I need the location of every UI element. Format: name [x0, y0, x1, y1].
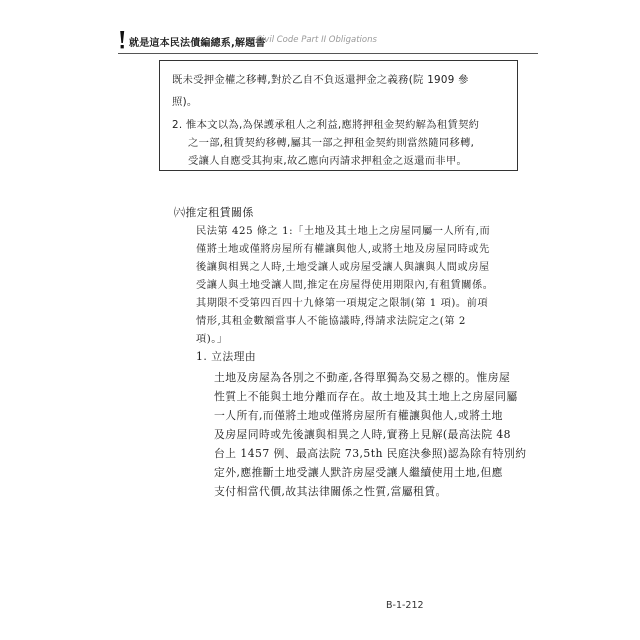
reason-line: 性質上不能與土地分離而存在。故土地及其土地上之房屋同屬	[214, 390, 518, 403]
statute-line: 僅將土地或僅將房屋所有權讓與他人,或將土地及房屋同時或先	[196, 244, 490, 255]
statute-line: 其期限不受第四百四十九條第一項規定之限制(第 1 項)。前項	[196, 298, 489, 309]
reason-line: 土地及房屋為各別之不動產,各得單獨為交易之標的。惟房屋	[214, 371, 511, 384]
statute-line: 情形,其租金數額當事人不能協議時,得請求法院定之(第 2	[196, 316, 466, 327]
subheading-legislative-reason: 1. 立法理由	[196, 350, 257, 363]
header-title: 就是這本民法債編總系,解題書	[129, 38, 266, 49]
header-rule	[118, 53, 538, 54]
exclamation-mark-icon	[118, 30, 126, 50]
box-line: 2. 惟本文以為,為保護承租人之利益,應將押租金契約解為租賃契約	[172, 119, 480, 131]
page-number: B-1-212	[386, 600, 424, 611]
statute-line: 項)。」	[196, 334, 228, 345]
header-subtitle: Civil Code Part II Obligations	[256, 35, 377, 45]
annotation-box	[159, 60, 518, 171]
reason-line: 一人所有,而僅將土地或僅將房屋所有權讓與他人,或將土地	[214, 409, 503, 422]
reason-line: 及房屋同時或先後讓與相異之人時,實務上見解(最高法院 48	[214, 428, 511, 441]
section-heading: ㈥推定租賃關係	[174, 206, 254, 219]
statute-line: 受讓人與土地受讓人間,推定在房屋得使用期限內,有租賃關係。	[196, 280, 494, 291]
reason-line: 定外,應推斷土地受讓人默許房屋受讓人繼續使用土地,但應	[214, 466, 503, 479]
reason-line: 支付相當代價,故其法律關係之性質,當屬租賃。	[214, 485, 447, 498]
reason-line: 台上 1457 例、最高法院 73,5th 民庭決參照)認為除有特別約	[214, 447, 527, 460]
statute-line: 民法第 425 條之 1:「土地及其土地上之房屋同屬一人所有,而	[196, 226, 491, 237]
box-line: 受讓人自應受其拘束,故乙應向丙請求押租金之返還而非甲。	[188, 155, 468, 167]
statute-line: 後讓與相異之人時,土地受讓人或房屋受讓人與讓與人間或房屋	[196, 262, 490, 273]
box-line: 照)。	[172, 96, 198, 108]
box-line: 既未受押金權之移轉,對於乙自不負返還押金之義務(院 1909 參	[172, 74, 469, 86]
running-header	[118, 30, 538, 52]
box-line: 之一部,租賃契約移轉,屬其一部之押租金契約則當然隨同移轉,	[188, 137, 475, 149]
